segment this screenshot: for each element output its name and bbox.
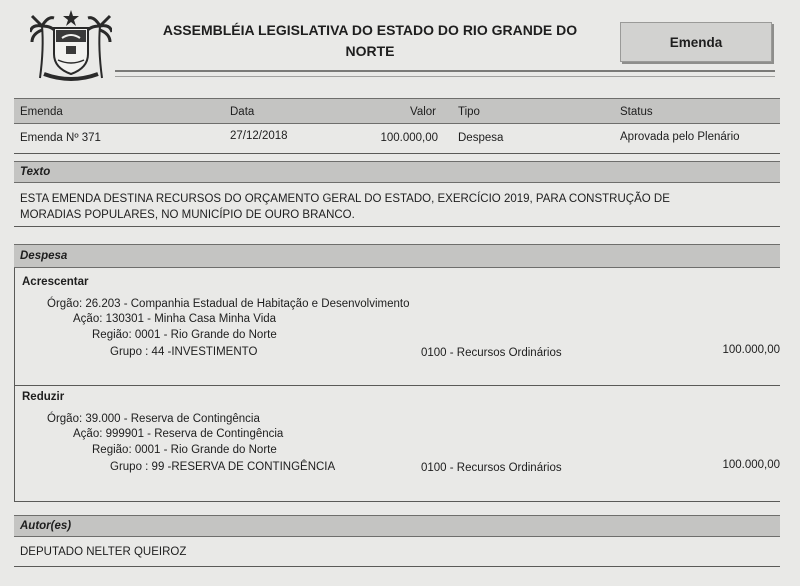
state-coat-of-arms-icon (30, 8, 112, 82)
autor-name: DEPUTADO NELTER QUEIROZ (20, 546, 187, 558)
header-divider (115, 70, 775, 72)
col-valor: Valor (410, 106, 436, 118)
acrescentar-grupo: Grupo : 44 -INVESTIMENTO (110, 346, 258, 358)
title-line-2: NORTE (345, 43, 395, 59)
col-status: Status (620, 106, 653, 118)
acrescentar-acao: Ação: 130301 - Minha Casa Minha Vida (73, 313, 277, 325)
cell-status: Aprovada pelo Plenário (620, 131, 740, 143)
header-divider-thin (115, 76, 775, 77)
title-line-1: ASSEMBLÉIA LEGISLATIVA DO ESTADO DO RIO GRANDE DO (162, 22, 578, 38)
document-type-badge: Emenda (620, 22, 772, 62)
reduzir-valor: 100.000,00 (722, 459, 780, 471)
cell-valor: 100.000,00 (380, 132, 438, 144)
col-data: Data (230, 106, 255, 118)
reduzir-acao: Ação: 999901 - Reserva de Contingência (73, 428, 284, 440)
autores-bottom-rule (14, 566, 780, 567)
cell-emenda: Emenda Nº 371 (20, 132, 101, 144)
acrescentar-heading: Acrescentar (22, 276, 89, 288)
summary-bottom-rule (14, 153, 780, 154)
despesa-bottom-rule (14, 501, 780, 502)
reduzir-fonte: 0100 - Recursos Ordinários (421, 462, 562, 474)
page-title (140, 20, 600, 62)
texto-header-bar (14, 161, 780, 183)
texto-line-1: ESTA EMENDA DESTINA RECURSOS DO ORÇAMENTO GERAL DO ESTADO, EXERCÍCIO 2019, PARA CONSTRUÇÃO DE (20, 193, 670, 205)
acrescentar-orgao: Órgão: 26.203 - Companhia Estadual de Habitação e Desenvolvimento (47, 298, 410, 310)
autores-header-bar (14, 515, 780, 537)
texto-line-2: MORADIAS POPULARES, NO MUNICÍPIO DE OURO BRANCO. (20, 209, 355, 221)
acrescentar-regiao: Região: 0001 - Rio Grande do Norte (92, 329, 277, 341)
reduzir-regiao: Região: 0001 - Rio Grande do Norte (92, 444, 277, 456)
despesa-heading: Despesa (20, 250, 68, 262)
cell-tipo: Despesa (458, 132, 504, 144)
autores-heading: Autor(es) (20, 520, 72, 532)
col-emenda: Emenda (20, 106, 63, 118)
texto-bottom-rule (14, 226, 780, 227)
col-tipo: Tipo (458, 106, 480, 118)
acrescentar-fonte: 0100 - Recursos Ordinários (421, 347, 562, 359)
texto-heading: Texto (20, 166, 51, 178)
summary-header-bar (14, 98, 780, 124)
cell-data: 27/12/2018 (230, 130, 288, 142)
reduzir-heading: Reduzir (22, 391, 65, 403)
acrescentar-bottom-rule (14, 385, 780, 386)
reduzir-grupo: Grupo : 99 -RESERVA DE CONTINGÊNCIA (110, 461, 336, 473)
despesa-header-bar (14, 244, 780, 268)
acrescentar-valor: 100.000,00 (722, 344, 780, 356)
reduzir-orgao: Órgão: 39.000 - Reserva de Contingência (47, 413, 260, 425)
